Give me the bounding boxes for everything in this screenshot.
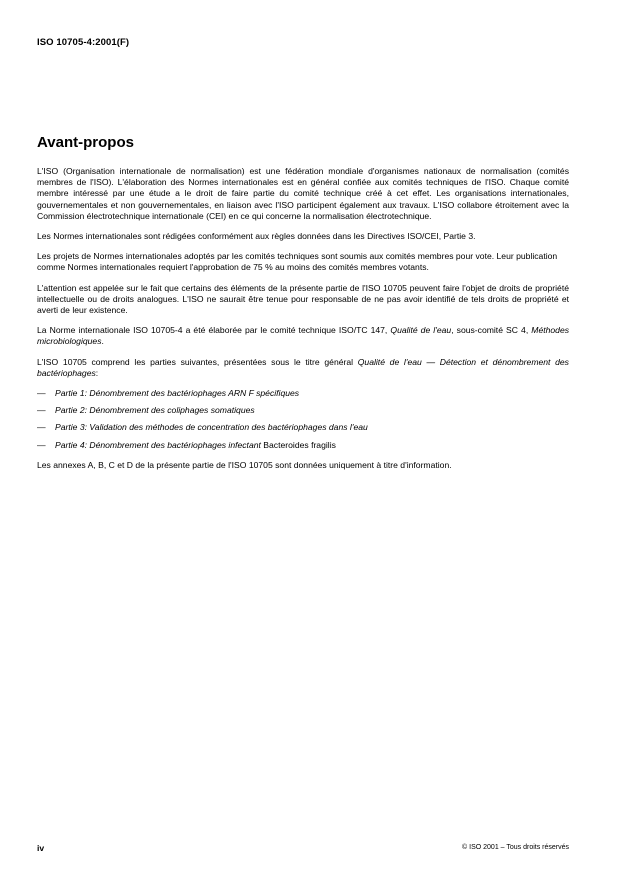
committee-text-start: La Norme internationale ISO 10705-4 a été élaborée par le comité technique ISO/TC 147, bbox=[37, 325, 391, 336]
part-4-title: Partie 4: Dénombrement des bactériophages infectant bbox=[55, 439, 261, 450]
list-item bbox=[37, 422, 569, 433]
part-3-title: Partie 3: Validation des méthodes de concentration des bactériophages dans l'eau bbox=[55, 422, 368, 433]
parts-intro-end: : bbox=[95, 367, 99, 378]
copyright-notice: © ISO 2001 – Tous droits réservés bbox=[462, 844, 569, 851]
committee-name: Qualité de l'eau bbox=[390, 325, 452, 336]
list-dash: — bbox=[37, 422, 46, 433]
list-item bbox=[37, 388, 569, 399]
paragraph-directives: Les Normes internationales sont rédigées conformément aux règles données dans les Directives ISO/CEI, Partie 3. bbox=[37, 231, 476, 242]
part-2-title: Partie 2: Dénombrement des coliphages somatiques bbox=[55, 405, 255, 416]
part-1-title: Partie 1: Dénombrement des bactériophages ARN F spécifiques bbox=[55, 388, 300, 399]
section-title: Avant-propos bbox=[37, 134, 134, 151]
paragraph-parts-intro bbox=[37, 357, 569, 379]
parts-list bbox=[37, 388, 569, 451]
list-dash: — bbox=[37, 439, 46, 450]
list-item bbox=[37, 440, 569, 451]
committee-text-end: . bbox=[101, 336, 104, 347]
list-dash: — bbox=[37, 405, 46, 416]
paragraph-voting: Les projets de Normes internationales adoptés par les comités techniques sont soumis aux comités membres pour vote. Leur publication comme Normes internationales requiert l'approbation de 75 % au moins des comités membres votants. bbox=[37, 251, 558, 273]
list-item bbox=[37, 405, 569, 416]
foreword-body bbox=[37, 166, 569, 480]
paragraph-patent-rights: L'attention est appelée sur le fait que certains des éléments de la présente partie de l'ISO 10705 peuvent faire l'objet de droits de propriété intellectuelle ou de droits analogues. L'ISO ne saurait être tenue pour responsable de ne pas avoir identifié de tels droits de propriété et averti de leur existence. bbox=[37, 282, 569, 316]
subcommittee-name: Méthodes microbiologiques bbox=[37, 325, 570, 347]
paragraph-annexes: Les annexes A, B, C et D de la présente partie de l'ISO 10705 sont données uniquement à titre d'information. bbox=[37, 459, 452, 470]
document-id: ISO 10705-4:2001(F) bbox=[37, 37, 130, 48]
general-title: Qualité de l'eau — Détection et dénombrement des bactériophages bbox=[37, 356, 569, 378]
paragraph-committee bbox=[37, 325, 569, 347]
paragraph-iso-organisation: L'ISO (Organisation internationale de normalisation) est une fédération mondiale d'organismes nationaux de normalisation (comités membres de l'ISO). L'élaboration des Normes internationales est en général confiée aux comités techniques de l'ISO. Chaque comité membre intéressé par une étude a le droit de faire partie du comité technique créé à cet effet. Les organisations internationales, gouvernementales et non gouvernementales, en liaison avec l'ISO participent également aux travaux. L'ISO collabore étroitement avec la Commission électrotechnique internationale (CEI) en ce qui concerne la normalisation électrotechnique. bbox=[37, 166, 569, 221]
parts-intro-start: L'ISO 10705 comprend les parties suivantes, présentées sous le titre général bbox=[37, 356, 358, 367]
part-4-organism: Bacteroides fragilis bbox=[260, 439, 336, 450]
committee-text-mid: , sous-comité SC 4, bbox=[451, 325, 532, 336]
page-number: iv bbox=[37, 843, 45, 853]
list-dash: — bbox=[37, 388, 46, 399]
